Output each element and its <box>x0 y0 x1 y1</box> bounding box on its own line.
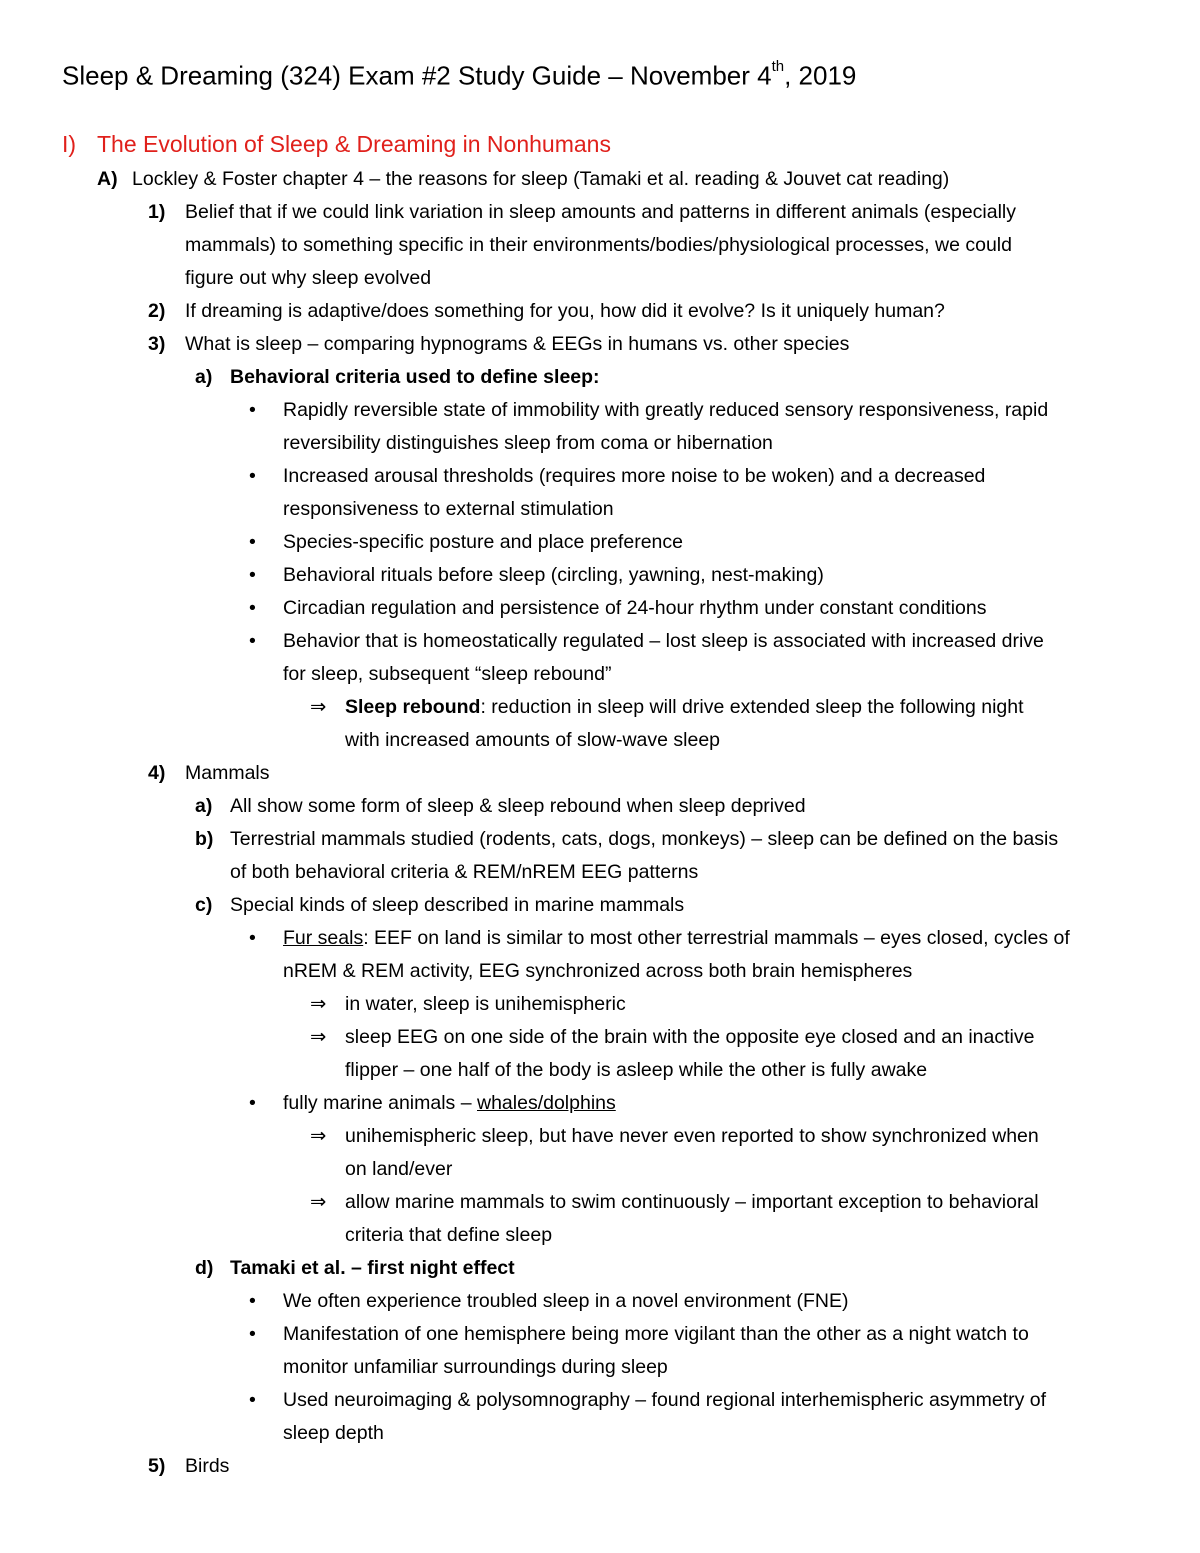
outline-marker-4c: c) <box>195 894 213 916</box>
bullet-text-rest: : EEF on land is similar to most other terrestrial mammals – eyes closed, cycles of <box>363 927 1070 949</box>
bullet-text: Increased arousal thresholds (requires more noise to be woken) and a decreased <box>283 465 986 487</box>
outline-item-1-line-1: Belief that if we could link variation in sleep amounts and patterns in different animals (especially <box>185 201 1017 223</box>
bullet-text: Used neuroimaging & polysomnography – found regional interhemispheric asymmetry of <box>283 1389 1047 1411</box>
bullet-icon: • <box>249 564 256 586</box>
title-superscript: th <box>771 58 785 75</box>
outline-marker-a-upper: A) <box>97 168 118 190</box>
outline-item-4: Mammals <box>185 762 270 784</box>
outline-marker-4b: b) <box>195 828 214 850</box>
outline-item-4d: Tamaki et al. – first night effect <box>230 1257 515 1279</box>
outline-item-1-line-3: figure out why sleep evolved <box>185 267 432 289</box>
bullet-text-prefix: fully marine animals – <box>283 1092 477 1114</box>
bullet-text: sleep depth <box>283 1422 384 1444</box>
arrow-text <box>345 691 1024 724</box>
outline-item-4b-line-2: of both behavioral criteria & REM/nREM EEG patterns <box>230 861 699 883</box>
outline-item-3a: Behavioral criteria used to define sleep: <box>230 366 600 388</box>
bullet-text: Behavioral rituals before sleep (circling, yawning, nest-making) <box>283 564 824 586</box>
outline-marker-4d: d) <box>195 1257 214 1279</box>
arrow-text: in water, sleep is unihemispheric <box>345 993 626 1015</box>
outline-marker-3a: a) <box>195 366 213 388</box>
bullet-icon: • <box>249 630 256 652</box>
bullet-icon: • <box>249 399 256 421</box>
outline-item-4c: Special kinds of sleep described in marine mammals <box>230 894 685 916</box>
bullet-icon: • <box>249 1290 256 1312</box>
section-marker: I) <box>62 131 77 157</box>
arrow-icon: ⇒ <box>310 696 327 718</box>
outline-marker-4a: a) <box>195 795 213 817</box>
term-fur-seals: Fur seals <box>283 927 364 949</box>
arrow-text-rest: : reduction in sleep will drive extended sleep the following night <box>480 696 1024 718</box>
arrow-text: on land/ever <box>345 1158 453 1180</box>
bullet-text: Manifestation of one hemisphere being more vigilant than the other as a night watch to <box>283 1323 1029 1345</box>
bullet-icon: • <box>249 531 256 553</box>
arrow-text: allow marine mammals to swim continuously – important exception to behavioral <box>345 1191 1039 1213</box>
arrow-icon: ⇒ <box>310 993 327 1015</box>
arrow-text: flipper – one half of the body is asleep while the other is fully awake <box>345 1059 928 1081</box>
bullet-text: nREM & REM activity, EEG synchronized across both brain hemispheres <box>283 960 913 982</box>
bullet-text: Behavior that is homeostatically regulated – lost sleep is associated with increased drive <box>283 630 1044 652</box>
bullet-text: for sleep, subsequent “sleep rebound” <box>283 663 612 685</box>
bullet-text: We often experience troubled sleep in a novel environment (FNE) <box>283 1290 849 1312</box>
term-whales-dolphins: whales/dolphins <box>477 1092 616 1114</box>
arrow-text: sleep EEG on one side of the brain with the opposite eye closed and an inactive <box>345 1026 1035 1048</box>
bullet-text: reversibility distinguishes sleep from coma or hibernation <box>283 432 773 454</box>
title-year: , 2019 <box>784 60 857 91</box>
bullet-text: responsiveness to external stimulation <box>283 498 614 520</box>
outline-marker-3: 3) <box>148 333 166 355</box>
bullet-icon: • <box>249 597 256 619</box>
bullet-text <box>283 1087 616 1120</box>
outline-marker-5: 5) <box>148 1455 166 1477</box>
outline-item-2: If dreaming is adaptive/does something for you, how did it evolve? Is it uniquely human? <box>185 300 945 322</box>
outline-marker-2: 2) <box>148 300 166 322</box>
bullet-text: Species-specific posture and place preference <box>283 531 683 553</box>
bullet-icon: • <box>249 1323 256 1345</box>
outline-item-5: Birds <box>185 1455 230 1477</box>
arrow-text: unihemispheric sleep, but have never even reported to show synchronized when <box>345 1125 1039 1147</box>
bullet-icon: • <box>249 1092 256 1114</box>
arrow-icon: ⇒ <box>310 1191 327 1213</box>
arrow-text: criteria that define sleep <box>345 1224 553 1246</box>
bullet-icon: • <box>249 465 256 487</box>
outline-item-4a: All show some form of sleep & sleep rebound when sleep deprived <box>230 795 806 817</box>
outline-item-a-upper: Lockley & Foster chapter 4 – the reasons for sleep (Tamaki et al. reading & Jouvet cat reading) <box>132 168 950 190</box>
outline-marker-1: 1) <box>148 201 166 223</box>
arrow-text: with increased amounts of slow-wave sleep <box>345 729 721 751</box>
bullet-icon: • <box>249 927 256 949</box>
title-main: Sleep & Dreaming (324) Exam #2 Study Guide – November 4 <box>62 60 772 91</box>
term-sleep-rebound: Sleep rebound <box>345 696 481 718</box>
bullet-text: Circadian regulation and persistence of 24-hour rhythm under constant conditions <box>283 597 987 619</box>
bullet-icon: • <box>249 1389 256 1411</box>
outline-item-1-line-2: mammals) to something specific in their environments/bodies/physiological processes, we could <box>185 234 1012 256</box>
outline-marker-4: 4) <box>148 762 166 784</box>
bullet-text: monitor unfamiliar surroundings during sleep <box>283 1356 668 1378</box>
arrow-icon: ⇒ <box>310 1125 327 1147</box>
arrow-icon: ⇒ <box>310 1026 327 1048</box>
bullet-text <box>283 922 1070 955</box>
outline-item-3: What is sleep – comparing hypnograms & EEGs in humans vs. other species <box>185 333 850 355</box>
bullet-text: Rapidly reversible state of immobility with greatly reduced sensory responsiveness, rapid <box>283 399 1049 421</box>
section-heading: The Evolution of Sleep & Dreaming in Nonhumans <box>97 131 611 157</box>
page-title <box>62 52 856 95</box>
outline-item-4b-line-1: Terrestrial mammals studied (rodents, cats, dogs, monkeys) – sleep can be defined on the basis <box>230 828 1059 850</box>
